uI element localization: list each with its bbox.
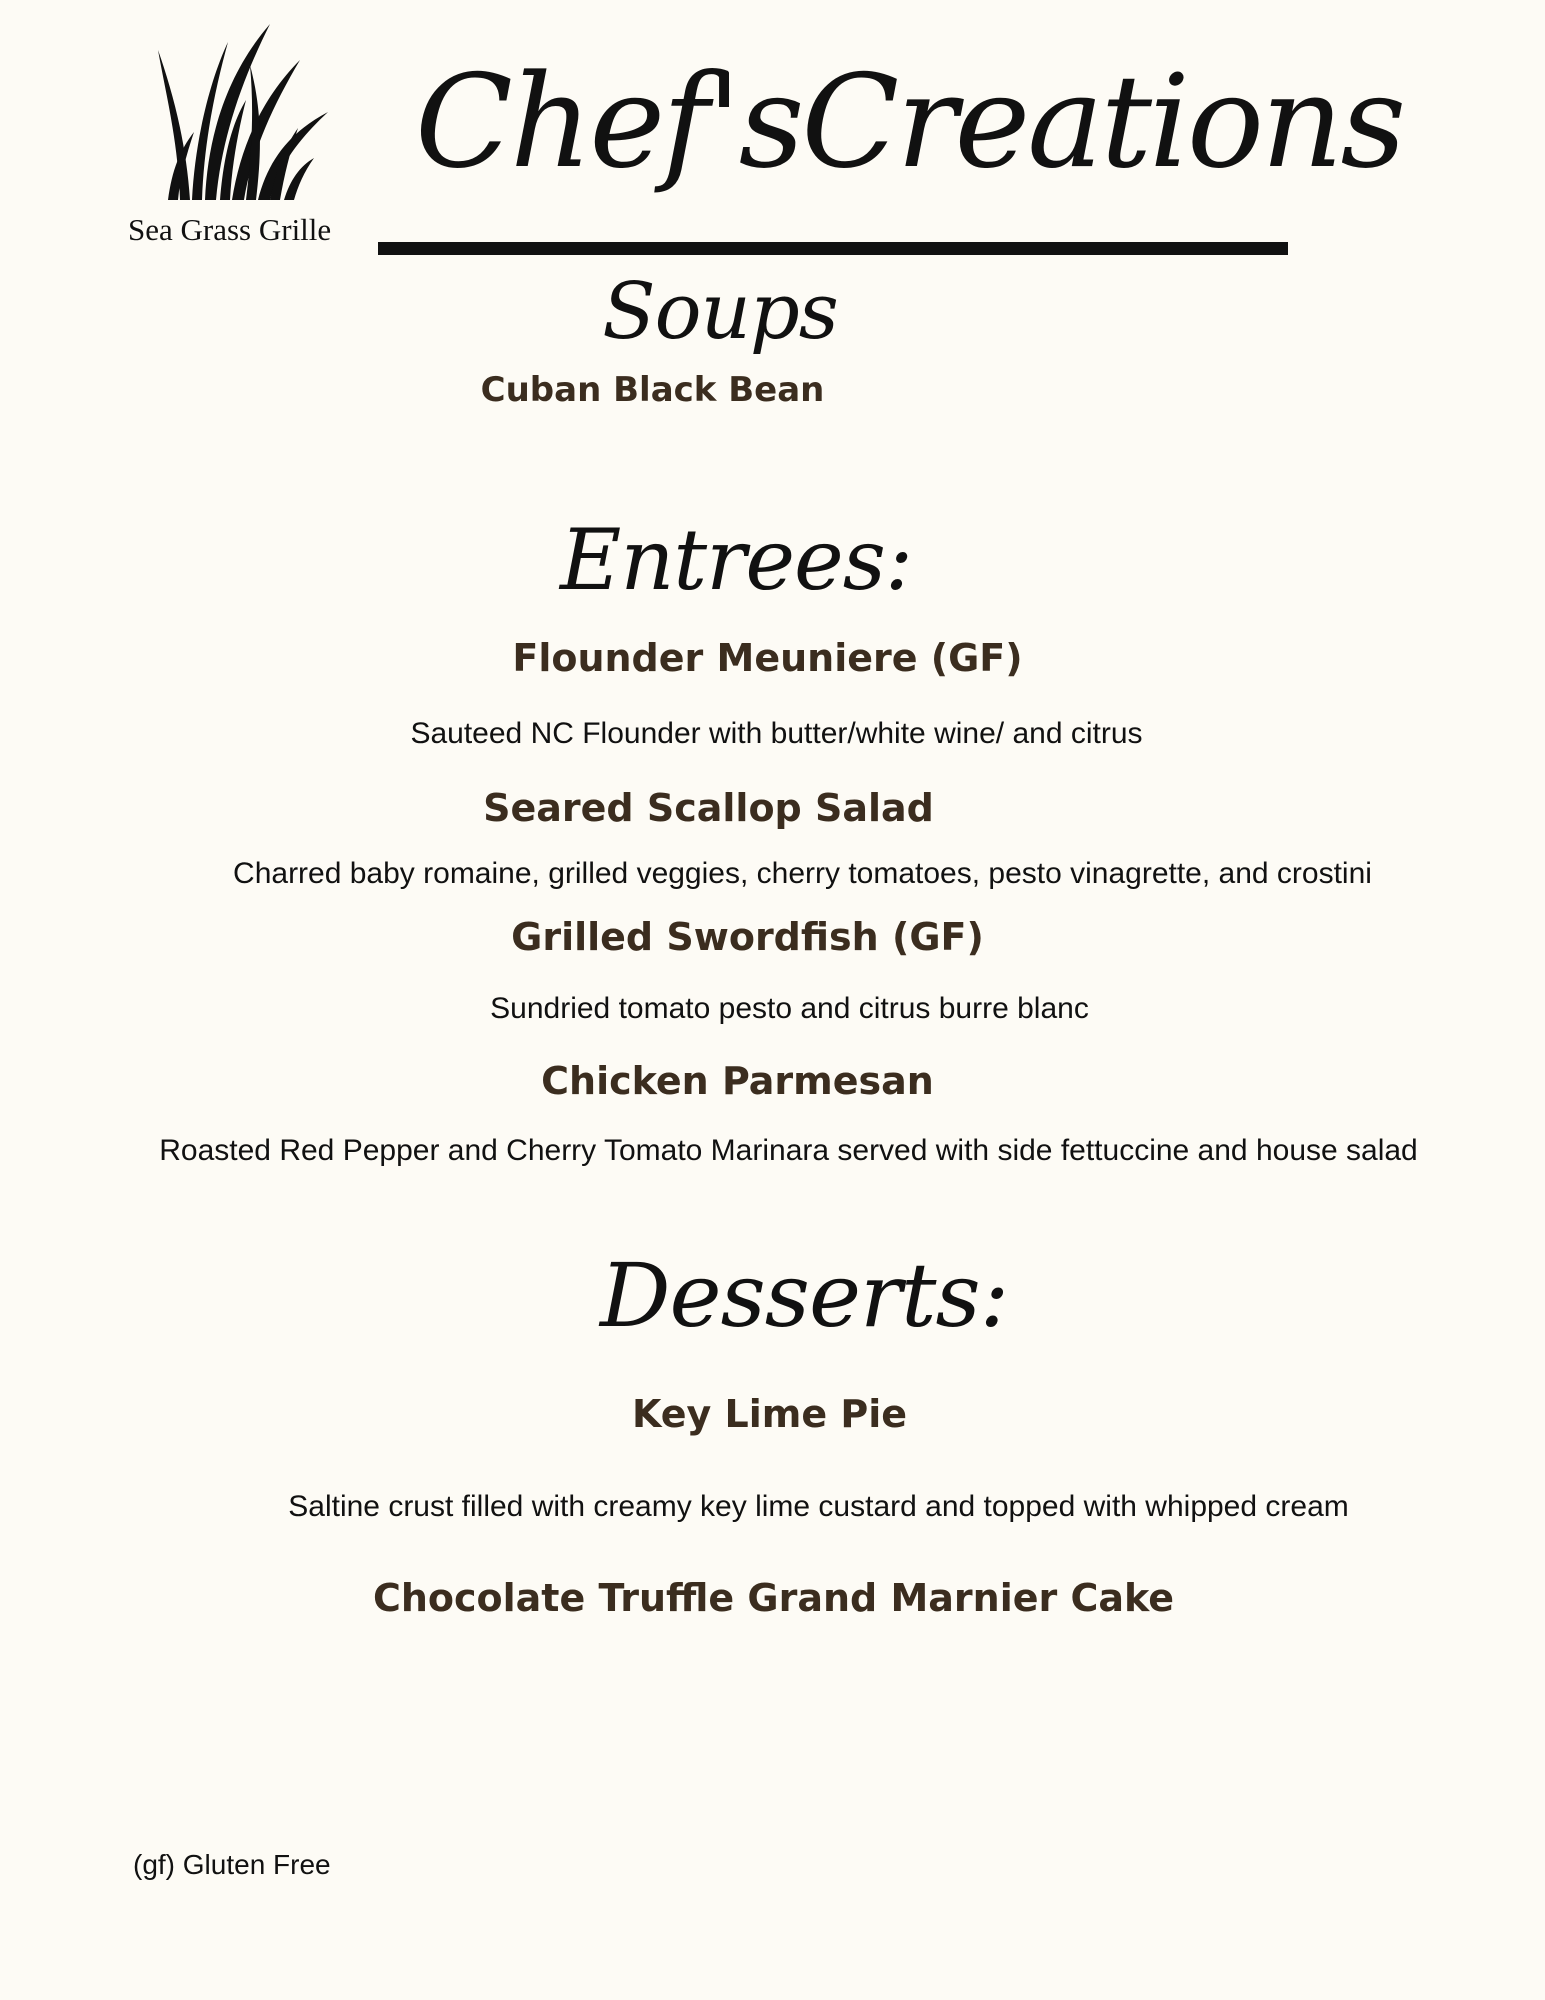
dish-name: Seared Scallop Salad [483, 786, 934, 830]
dish-description: Roasted Red Pepper and Cherry Tomato Marinara served with side fettuccine and house salad [159, 1134, 1418, 1167]
desserts-heading: Desserts: [600, 1244, 1009, 1347]
dish-description: Sundried tomato pesto and citrus burre blanc [490, 992, 1089, 1025]
dish-name: Chocolate Truffle Grand Marnier Cake [372, 1576, 1175, 1620]
dish-description: Charred baby romaine, grilled veggies, cherry tomatoes, pesto vinagrette, and crostini [233, 857, 1372, 890]
gluten-free-footnote: (gf) Gluten Free [133, 1849, 331, 1880]
dish-name: Flounder Meuniere (GF) [512, 636, 1023, 680]
dish-description: Sauteed NC Flounder with butter/white wine/ and citrus [410, 717, 1143, 750]
brand-name: Sea Grass Grille [128, 212, 332, 247]
title-underline [378, 242, 1288, 255]
dish-name: Key Lime Pie [631, 1392, 908, 1436]
soups-heading: Soups [602, 267, 838, 357]
dish-name: Grilled Swordfish (GF) [511, 915, 984, 959]
sea-grass-icon [150, 20, 335, 205]
entrees-heading: Entrees: [560, 511, 913, 609]
page-title: Chef'sCreations [415, 48, 1404, 197]
dish-name: Cuban Black Bean [480, 370, 825, 410]
dish-name: Chicken Parmesan [541, 1059, 934, 1103]
dish-description: Saltine crust filled with creamy key lime custard and topped with whipped cream [288, 1490, 1349, 1523]
